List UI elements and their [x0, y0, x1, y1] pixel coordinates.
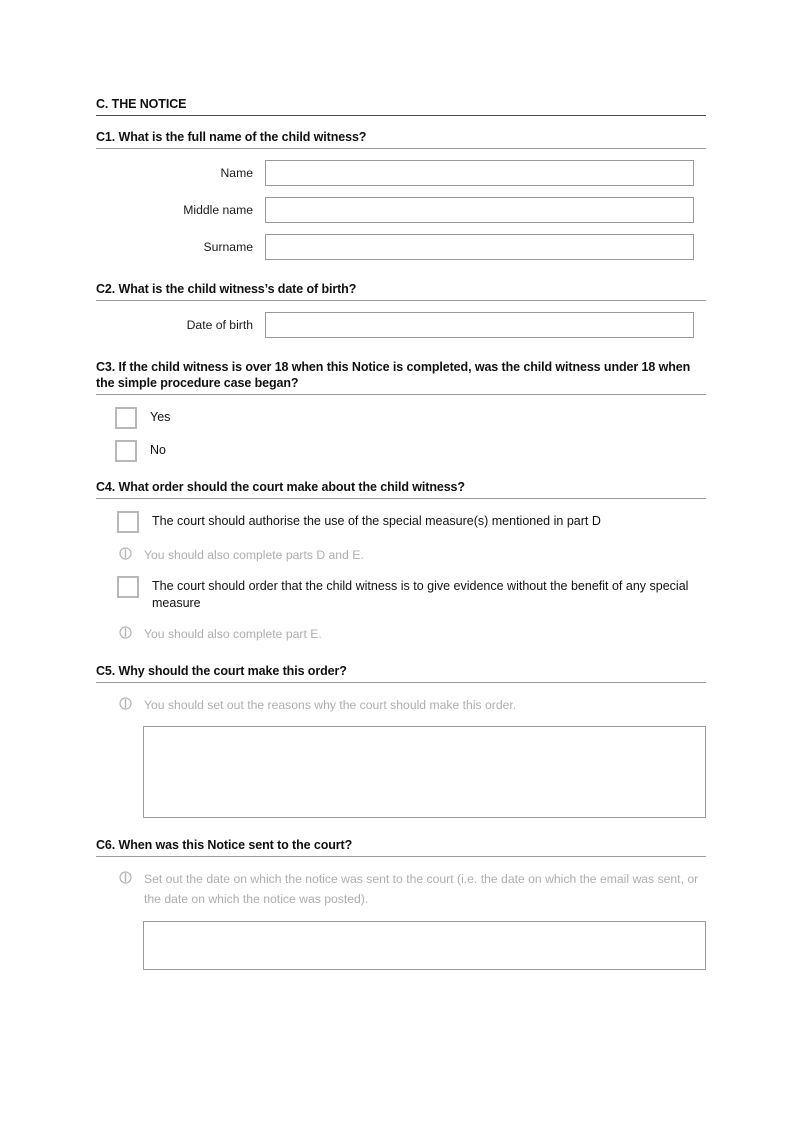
- checkbox-no-special-measure[interactable]: [117, 576, 139, 598]
- question-c3: [96, 359, 706, 462]
- option-row-authorise-special-measure[interactable]: [96, 511, 706, 533]
- hint-row-reasons: [96, 695, 706, 715]
- date-sent-textarea[interactable]: [143, 921, 706, 970]
- hint-text: You should also complete part E.: [144, 627, 322, 641]
- question-title: C2. What is the child witness’s date of birth?: [96, 282, 357, 296]
- surname-input[interactable]: [265, 234, 694, 260]
- name-input[interactable]: [265, 160, 694, 186]
- field-label: Name: [220, 165, 253, 180]
- checkbox-yes[interactable]: [115, 407, 137, 429]
- field-label: Date of birth: [186, 317, 253, 332]
- question-c4: [96, 479, 706, 644]
- field-row-date-of-birth: [96, 312, 706, 338]
- hint-row-parts-d-and-e: [96, 545, 706, 565]
- checkbox-authorise-special-measure[interactable]: [117, 511, 139, 533]
- hint-row-part-e: [96, 624, 706, 644]
- middle-name-input[interactable]: [265, 197, 694, 223]
- reasons-textarea[interactable]: [143, 726, 706, 818]
- question-c6: [96, 837, 706, 970]
- question-title: C5. Why should the court make this order?: [96, 664, 347, 678]
- question-c5: [96, 663, 706, 818]
- form-content: [96, 97, 706, 970]
- hint-text: You should also complete parts D and E.: [144, 548, 364, 562]
- date-of-birth-input[interactable]: [265, 312, 694, 338]
- question-divider: [96, 148, 706, 149]
- info-circle-icon: [119, 697, 132, 710]
- field-row-middle-name: [96, 197, 706, 223]
- field-label: Surname: [203, 239, 253, 254]
- question-divider: [96, 394, 706, 395]
- section-divider: [96, 115, 706, 116]
- question-divider: [96, 300, 706, 301]
- section-title: C. THE NOTICE: [96, 97, 187, 111]
- field-row-name: [96, 160, 706, 186]
- question-c2: [96, 281, 706, 338]
- option-row-yes[interactable]: [96, 407, 706, 429]
- info-circle-icon: [119, 626, 132, 639]
- info-circle-icon: [119, 547, 132, 560]
- question-title: C1. What is the full name of the child witness?: [96, 130, 367, 144]
- question-title: C6. When was this Notice sent to the court?: [96, 838, 353, 852]
- option-label: The court should authorise the use of the special measure(s) mentioned in part D: [152, 514, 601, 528]
- question-divider: [96, 498, 706, 499]
- hint-row-date-sent: [96, 869, 706, 909]
- checkbox-no[interactable]: [115, 440, 137, 462]
- field-row-surname: [96, 234, 706, 260]
- hint-text: Set out the date on which the notice was sent to the court (i.e. the date on which the email was sent, or the date on which the notice was posted).: [144, 872, 699, 906]
- option-label: No: [150, 443, 166, 457]
- option-row-no[interactable]: [96, 440, 706, 462]
- option-label: Yes: [150, 410, 171, 424]
- option-row-no-special-measure[interactable]: [96, 576, 706, 612]
- question-divider: [96, 856, 706, 857]
- question-title: C3. If the child witness is over 18 when this Notice is completed, was the child witness under 18 when the simple procedure case began?: [96, 360, 691, 390]
- question-title: C4. What order should the court make about the child witness?: [96, 480, 465, 494]
- question-divider: [96, 682, 706, 683]
- hint-text: You should set out the reasons why the court should make this order.: [144, 698, 517, 712]
- question-c1: [96, 129, 706, 260]
- option-label: The court should order that the child witness is to give evidence without the benefit of any special measure: [152, 579, 689, 610]
- field-label: Middle name: [183, 202, 253, 217]
- info-circle-icon: [119, 871, 132, 884]
